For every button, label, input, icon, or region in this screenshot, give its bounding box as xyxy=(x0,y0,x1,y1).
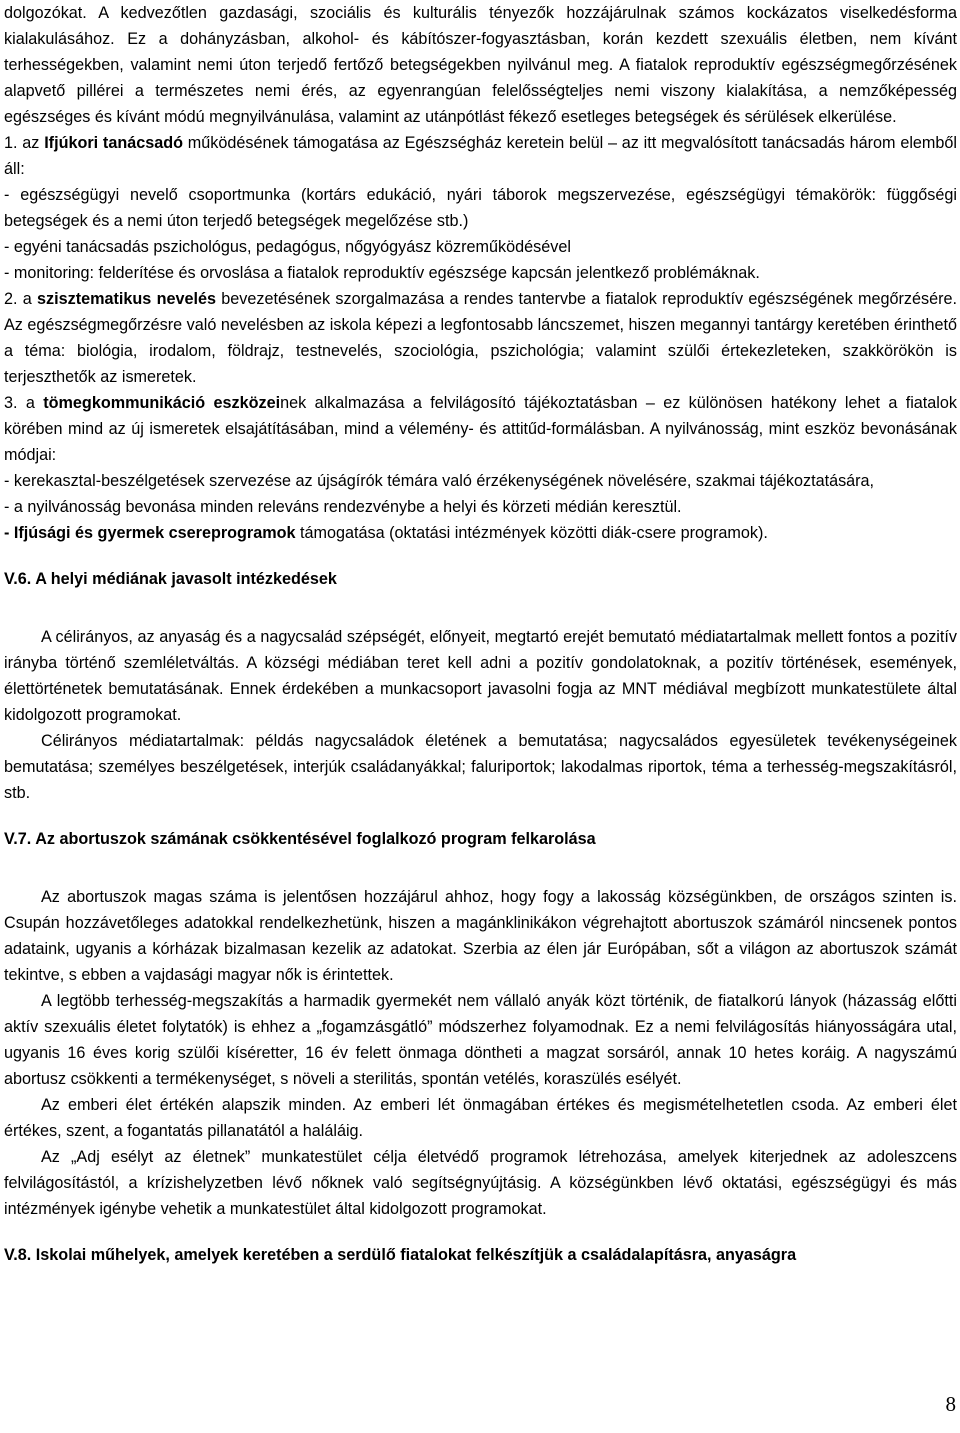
emphasis: Ifjúkori tanácsadó xyxy=(44,134,184,152)
bullet-item: - kerekasztal-beszélgetések szervezése az újságírók témára való érzékenységének növelésére, szakmai tájékoztatására, xyxy=(4,472,875,490)
list-item-3: 3. a tömegkommunikáció eszközeinek alkalmazása a felvilágosító tájékoztatásban – ez különösen hatékony lehet a fiatalok körében mind az új ismeretek elsajátításában, mind a vélemény- és attitűd-formálásban. A nyilvánosság, mint eszköz bevonásának módjai: xyxy=(4,394,957,464)
list-item-1: 1. az Ifjúkori tanácsadó működésének támogatása az Egészségház keretein belül – az itt megvalósított tanácsadás három elemből áll: xyxy=(4,134,958,178)
list-number: 2. xyxy=(4,290,18,308)
emphasis: tömegkommunikáció eszközei xyxy=(43,394,281,412)
paragraph: Az emberi élet értékén alapszik minden. Az emberi lét önmagában értékes és megismételhetetlen csoda. Az emberi élet értékes, szent, a fogantatás pillanatától a haláláig. xyxy=(4,1096,957,1140)
section-heading-v8: V.8. Iskolai műhelyek, amelyek keretében a serdülő fiatalokat felkészítjük a családalapításra, anyaságra xyxy=(4,1246,797,1264)
page-number: 8 xyxy=(945,1392,956,1416)
bullet-item: - egészségügyi nevelő csoportmunka (kortárs edukáció, nyári táborok megszervezése, egészségügyi témakörök: függőségi betegségek és a nemi úton terjedő betegségek megelőzése stb.) xyxy=(4,186,957,230)
emphasis: - Ifjúsági és gyermek csereprogramok xyxy=(4,524,296,542)
bullet-item: - a nyilvánosság bevonása minden releváns rendezvénybe a helyi és körzeti médián keresztül. xyxy=(4,498,682,516)
exchange-program-item: - Ifjúsági és gyermek csereprogramok támogatása (oktatási intézmények közötti diák-csere programok). xyxy=(4,524,768,542)
emphasis: szisztematikus nevelés xyxy=(37,290,216,308)
paragraph: Az abortuszok magas száma is jelentősen hozzájárul ahhoz, hogy fogy a lakosság községünkben, de országos szinten is. Csupán hozzávetőleges adatokkal rendelkezhetünk, hiszen a magánklinikákon végrehajtott abortuszok számáról nincsenek pontos adataink, ugyanis a kórházak bizalmasan kezelik az adatokat. Szerbia az élen jár Európában, sőt a világon az abortuszok számát tekintve, s ebben a vajdasági magyar nők is érintettek. xyxy=(4,888,957,984)
paragraph: A célirányos, az anyaság és a nagycsalád szépségét, előnyeit, megtartó erejét bemutató médiatartalmak mellett fontos a pozitív irányba történő szemléletváltás. A községi médiában teret kell adni a pozitív gondolatoknak, a pozitív történések, események, élettörténetek bemutatásának. Ennek érdekében a munkacsoport javasolni fogja az MNT médiával megbízott munkatestülete által kidolgozott programokat. xyxy=(4,628,957,724)
list-item-2: 2. a szisztematikus nevelés bevezetésének szorgalmazása a rendes tantervbe a fiatalok reproduktív egészségének megőrzésére. Az egészségmegőrzésre való nevelésben az iskola képezi a legfontosabb láncszemet, hiszen megannyi tantárgy keretében érinthető a téma: biológia, irodalom, földrajz, testnevelés, szociológia, pszichológia; valamint szülői értekezleteken, szakkörökön is terjeszthetők az ismeretek. xyxy=(4,290,957,386)
paragraph: A legtöbb terhesség-megszakítás a harmadik gyermekét nem vállaló anyák közt történik, de fiatalkorú lányok (házasság előtti aktív szexuális életet folytatók) is ehhez a „fogamzásgátló” módszerhez folyamodnak. Ez a nemi felvilágosítás hiányosságára utal, ugyanis 16 éves korig szülői kíséretter, 16 év felett önmaga döntheti a magzat sorsáról, annak 10 hetes koráig. A nagyszámú abortusz csökkenti a termékenységet, s növeli a sterilitás, spontán vetélés, koraszülés esélyét. xyxy=(4,992,957,1088)
bullet-item: - monitoring: felderítése és orvoslása a fiatalok reproduktív egészsége kapcsán jelentkező problémáknak. xyxy=(4,264,760,282)
paragraph: Célirányos médiatartalmak: példás nagycsaládok életének a bemutatása; nagycsaládos egyesületek tevékenységeinek bemutatása; személyes beszélgetések, interjúk családanyákkal; faluriportok; lakodalmas riportok, téma a terhesség-megszakításról, stb. xyxy=(4,732,957,802)
list-number: 3. xyxy=(4,394,18,412)
intro-paragraph: dolgozókat. A kedvezőtlen gazdasági, szociális és kulturális tényezők hozzájárulnak számos kockázatos viselkedésforma kialakulásához. Ez a dohányzásban, alkohol- és kábítószer-fogyasztásban, korán kezdett szexuális életben, nem kívánt terhességekben, valamint nemi úton terjedő fertőző betegségekben nyilvánul meg. A fiatalok reproduktív egészségmegőrzésének alapvető pillérei a természetes nemi érés, az egyenrangúan felelősségteljes nemi viszony kialakítása, a nemzőképesség egészséges és kívánt módú megnyilvánulása, valamint az utánpótlást fékező esetleges betegségek és sérülések elkerülése. xyxy=(4,4,957,126)
section-heading-v7: V.7. Az abortuszok számának csökkentésével foglalkozó program felkarolása xyxy=(4,830,596,848)
list-number: 1. xyxy=(4,134,18,152)
paragraph: Az „Adj esélyt az életnek” munkatestület célja életvédő programok létrehozása, amelyek kiterjednek az adoleszcens felvilágosítástól, a krízishelyzetben lévő nőknek való segítségnyújtásig. A községünkben lévő oktatási, egészségügyi és más intézmények igénybe vehetik a munkatestület által kidolgozott programokat. xyxy=(4,1148,957,1218)
bullet-item: - egyéni tanácsadás pszichológus, pedagógus, nőgyógyász közreműködésével xyxy=(4,238,571,256)
document-page xyxy=(4,0,957,1268)
section-heading-v6: V.6. A helyi médiának javasolt intézkedések xyxy=(4,570,337,588)
